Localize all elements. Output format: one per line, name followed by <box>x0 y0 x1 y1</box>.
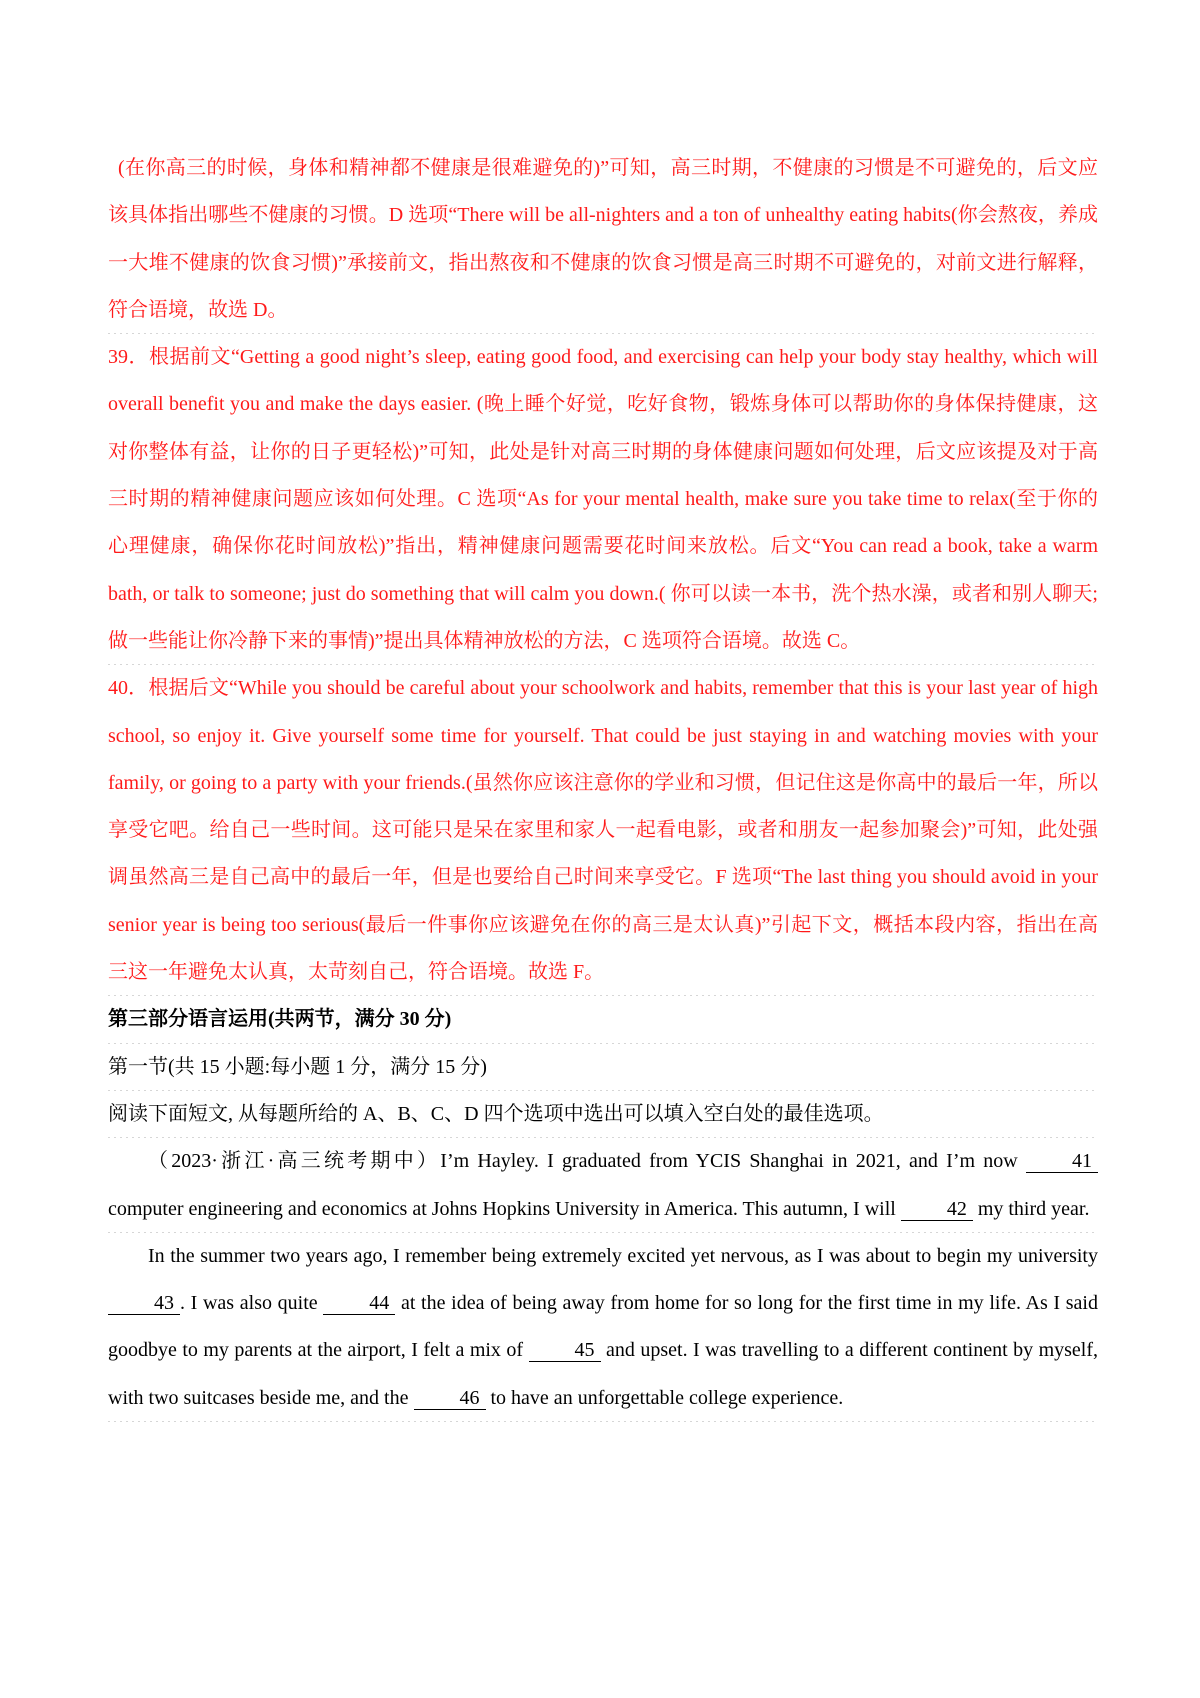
passage-text: In the summer two years ago, I remember being extremely excited yet nervous, as I was about to begin my university <box>148 1244 1098 1267</box>
blank-46: 46 <box>414 1387 486 1410</box>
explanation-38-continued: (在你高三的时候，身体和精神都不健康是很难避免的)”可知，高三时期，不健康的习惯是不可避免的，后文应该具体指出哪些不健康的习惯。D 选项“There will be all-nighters and a ton of unhealthy eating habits(你会熬夜，养成一大堆不健康的饮食习惯)”承接前文，指出熬夜和不健康的饮食习惯是高三时期不可避免的，对前文进行解释，符合语境，故选 D。 <box>108 145 1098 334</box>
passage-text: and upset. I was travelling to a different continent by myself, with two suitcases beside me, and the <box>108 1339 1099 1409</box>
section-instruction: 阅读下面短文, 从每题所给的 A、B、C、D 四个选项中选出可以填入空白处的最佳选项。 <box>108 1091 1098 1138</box>
section-subheading: 第一节(共 15 小题:每小题 1 分，满分 15 分) <box>108 1044 1098 1091</box>
blank-41: 41 <box>1026 1150 1098 1173</box>
passage-text: . I was also quite <box>180 1292 324 1315</box>
blank-43: 43 <box>108 1292 180 1315</box>
passage-text: （2023·浙江·高三统考期中）I’m Hayley. I graduated from YCIS Shanghai in 2021, and I’m now <box>148 1150 1026 1173</box>
document-page <box>108 145 1098 1422</box>
explanation-39: 39．根据前文“Getting a good night’s sleep, eating good food, and exercising can help your body stay healthy, which will overall benefit you and make the days easier. (晚上睡个好觉，吃好食物，锻炼身体可以帮助你的身体保持健康，这对你整体有益，让你的日子更轻松)”可知，此处是针对高三时期的身体健康问题如何处理，后文应该提及对于高三时期的精神健康问题应该如何处理。C 选项“As for your mental health, make sure you take time to relax(至于你的心理健康，确保你花时间放松)”指出，精神健康问题需要花时间来放松。后文“You can read a book, take a warm bath, or talk to someone; just do something that will calm you down.( 你可以读一本书，洗个热水澡，或者和别人聊天;做一些能让你冷静下来的事情)”提出具体精神放松的方法，C 选项符合语境。故选 C。 <box>108 334 1098 665</box>
passage-paragraph-1 <box>108 1138 1098 1233</box>
passage-text: my third year. <box>972 1197 1090 1220</box>
blank-42: 42 <box>901 1198 973 1221</box>
passage-paragraph-2 <box>108 1233 1098 1422</box>
passage-text: at the idea of being away from home for so long for the first time in my life. As I said goodbye to my parents at the airport, I felt a mix of <box>108 1292 1098 1362</box>
blank-45: 45 <box>529 1339 601 1362</box>
explanation-40: 40．根据后文“While you should be careful about your schoolwork and habits, remember that this is your last year of high school, so enjoy it. Give yourself some time for yourself. That could be just staying in and watching movies with your family, or going to a party with your friends.(虽然你应该注意你的学业和习惯，但记住这是你高中的最后一年，所以享受它吧。给自己一些时间。这可能只是呆在家里和家人一起看电影，或者和朋友一起参加聚会)”可知，此处强调虽然高三是自己高中的最后一年，但是也要给自己时间来享受它。F 选项“The last thing you should avoid in your senior year is being too serious(最后一件事你应该避免在你的高三是太认真)”引起下文，概括本段内容，指出在高三这一年避免太认真，太苛刻自己，符合语境。故选 F。 <box>108 665 1098 996</box>
passage-text: computer engineering and economics at Johns Hopkins University in America. This autumn, I will <box>108 1197 901 1220</box>
section-heading: 第三部分语言运用(共两节，满分 30 分) <box>108 996 1098 1043</box>
passage-text: to have an unforgettable college experience. <box>485 1386 844 1409</box>
blank-44: 44 <box>323 1292 395 1315</box>
